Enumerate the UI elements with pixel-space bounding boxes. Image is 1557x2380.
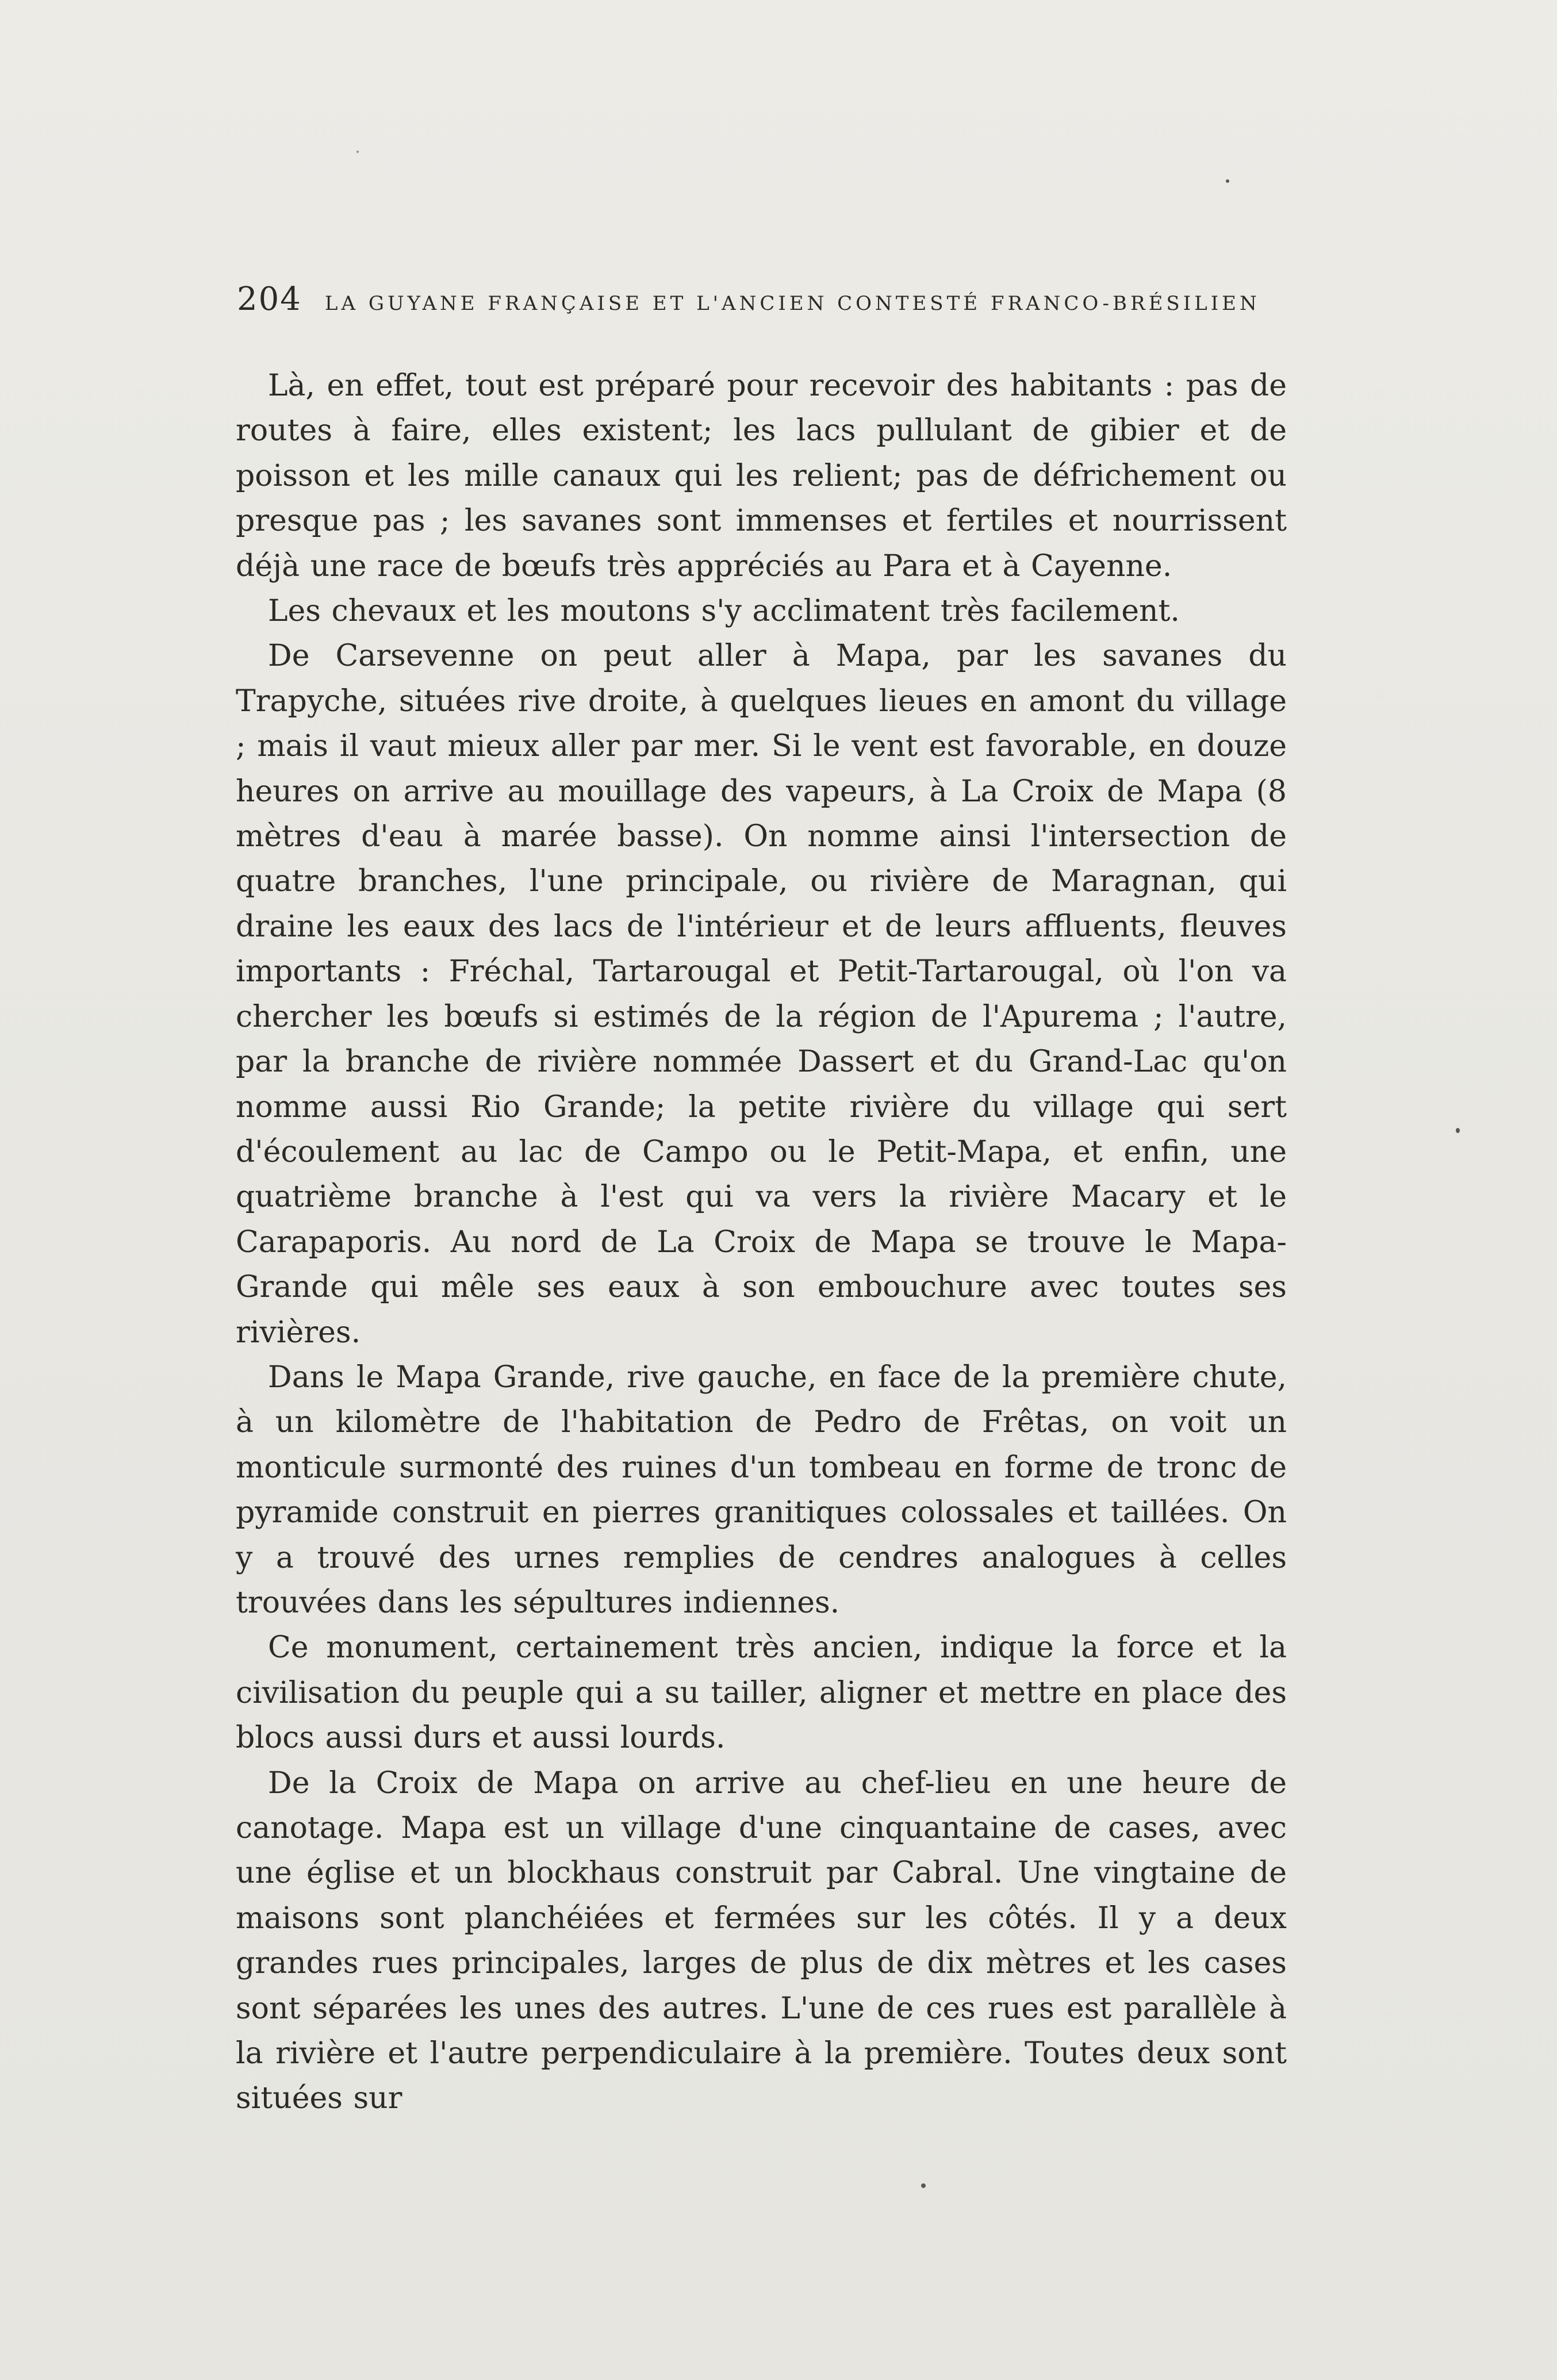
paragraph: De Carsevenne on peut aller à Mapa, par les savanes du Trapyche, situées rive droite, à quelques lieues en amont du village ; mais il vaut mieux aller par mer. Si le vent est favorable, en douze heures on arrive au mouillage des vapeurs, à La Croix de Mapa (8 mètres d'eau à marée basse). On nomme ainsi l'intersection de quatre branches, l'une principale, ou rivière de Maragnan, qui draine les eaux des lacs de l'intérieur et de leurs affluents, fleuves importants : Fréchal, Tartarougal et Petit-Tartarougal, où l'on va chercher les bœufs si estimés de la région de l'Apurema ; l'autre, par la branche de rivière nommée Dassert et du Grand-Lac qu'on nomme aussi Rio Grande; la petite rivière du village qui sert d'écoulement au lac de Campo ou le Petit-Mapa, et enfin, une quatrième branche à l'est qui va vers la rivière Macary et le Carapaporis. Au nord de La Croix de Mapa se trouve le Mapa-Grande qui mêle ses eaux à son embouchure avec toutes ses rivières. xyxy=(236,639,1287,1350)
paragraph: Ce monument, certainement très ancien, indique la force et la civilisation du peuple qui a su tailler, aligner et mettre en place des blocs aussi durs et aussi lourds. xyxy=(236,1630,1287,1756)
paper-speck xyxy=(1226,179,1229,183)
paragraph: De la Croix de Mapa on arrive au chef-lieu en une heure de canotage. Mapa est un village d'une cinquantaine de cases, avec une église et un blockhaus construit par Cabral. Une vingtaine de maisons sont planchéiées et fermées sur les côtés. Il y a deux grandes rues principales, larges de plus de dix mètres et les cases sont séparées les unes des autres. L'une de ces rues est parallèle à la rivière et l'autre perpendiculaire à la première. Toutes deux sont situées sur xyxy=(236,1765,1287,2116)
paper-speck xyxy=(1456,1128,1460,1133)
running-title: LA GUYANE FRANÇAISE ET L'ANCIEN CONTESTÉ FRANCO-BRÉSILIEN xyxy=(324,292,1260,315)
paragraph: Là, en effet, tout est préparé pour recevoir des habitants : pas de routes à faire, elles existent; les lacs pullulant de gibier et de poisson et les mille canaux qui les relient; pas de défrichement ou presque pas ; les savanes sont immenses et fertiles et nourrissent déjà une race de bœufs très appréciés au Para et à Cayenne. xyxy=(236,368,1287,584)
paragraph: Dans le Mapa Grande, rive gauche, en face de la première chute, à un kilomètre de l'habitation de Pedro de Frêtas, on voit un monticule surmonté des ruines d'un tombeau en forme de tronc de pyramide construit en pierres granitiques colossales et taillées. On y a trouvé des urnes remplies de cendres analogues à celles trouvées dans les sépultures indiennes. xyxy=(236,1360,1287,1620)
paper-speck xyxy=(356,151,359,153)
page-header xyxy=(237,281,1272,327)
body-text xyxy=(236,363,1287,2121)
page-number: 204 xyxy=(237,281,302,318)
paragraph: Les chevaux et les moutons s'y acclimatent très facilement. xyxy=(268,594,1180,629)
paper-speck xyxy=(921,2183,926,2188)
